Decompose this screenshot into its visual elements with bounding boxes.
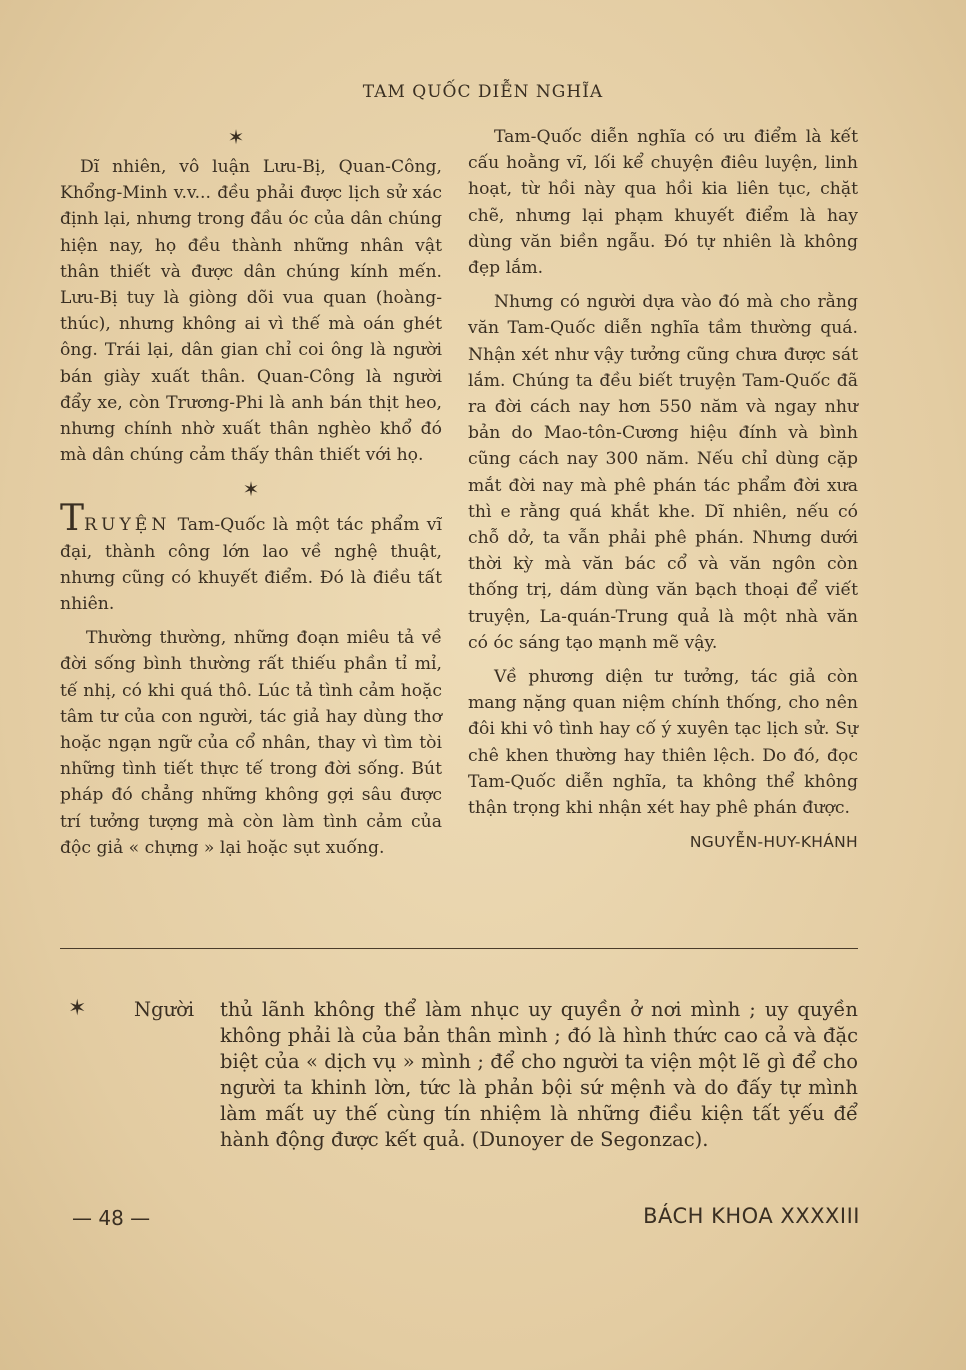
left-column [60, 124, 442, 869]
magazine-issue: BÁCH KHOA XXXXIII [643, 1204, 860, 1228]
section-divider [60, 948, 858, 949]
right-column [468, 124, 858, 855]
quote-lead: Người [134, 998, 195, 1021]
left-paragraph-3: Thường thường, những đoạn miêu tả về đời sống bình thường rất thiếu phần tỉ mỉ, tế nhị, có khi quá thô. Lúc tả tình cảm hoặc tâm tư của con người, tác giả hay dùng thơ hoặc ngạn ngữ của cổ nhân, thay vì tìm tòi những tình tiết thực tế trong đời sống. Bút pháp đó chẳng những không gợi sâu được trí tưởng tượng mà còn làm tình cảm của độc giả « chựng » lại hoặc sụt xuống. [60, 628, 442, 858]
quote-block [134, 997, 858, 1153]
section-star-icon: ✶ [242, 477, 260, 502]
drop-cap-word: RUYỆN [84, 515, 171, 536]
right-paragraph-2: Nhưng có người dựa vào đó mà cho rằng văn Tam-Quốc diễn nghĩa tầm thường quá. Nhận xét như vậy tưởng cũng chưa được sát lắm. Chúng ta đều biết truyện Tam-Quốc đã ra đời cách nay hơn 550 năm và ngay như bản do Mao-tôn-Cương hiệu đính và bình cũng cách nay 300 năm. Nếu chỉ dùng cặp mắt đời nay mà phê phán tác phẩm đời xưa thì e rằng quá khắt khe. Dĩ nhiên, nếu có chỗ dở, ta vẫn phải phê phán. Nhưng dưới thời kỳ mà văn bác cổ và văn ngôn còn thống trị, dám dùng văn bạch thoại để viết truyện, La-quán-Trung quả là một nhà văn có óc sáng tạo mạnh mẽ vậy. [468, 292, 858, 653]
running-head: TAM QUỐC DIỄN NGHĨA [362, 82, 604, 102]
section-star-icon: ✶ [227, 125, 245, 149]
quote-star-icon: ✶ [68, 996, 87, 1021]
drop-cap: T [60, 498, 85, 540]
page-number: — 48 — [72, 1206, 151, 1230]
author-signature: NGUYỄN-HUY-KHÁNH [689, 833, 858, 852]
right-paragraph-3: Về phương diện tư tưởng, tác giả còn mang nặng quan niệm chính thống, cho nên đôi khi vô tình hay cố ý xuyên tạc lịch sử. Sự chê khen thường hay thiên lệch. Do đó, đọc Tam-Quốc diễn nghĩa, ta không thể không thận trọng khi nhận xét hay phê phán được. [468, 667, 858, 819]
left-paragraph-1: Dĩ nhiên, vô luận Lưu-Bị, Quan-Công, Khổng-Minh v.v... đều phải được lịch sử xác định lại, nhưng trong đầu óc của dân chúng hiện nay, họ đều thành những nhân vật thân thiết và được dân chúng kính mến. Lưu-Bị tuy là giòng dõi vua quan (hoàng-thúc), nhưng không ai vì thế mà oán ghét ông. Trái lại, dân gian chỉ coi ông là người bán giày xuất thân. Quan-Công là người đẩy xe, còn Trương-Phi là anh bán thịt heo, nhưng chính nhờ xuất thân nghèo khổ đó mà dân chúng cảm thấy thân thiết với họ. [60, 157, 442, 466]
left-paragraph-2-text: Tam-Quốc là một tác phẩm vĩ đại, thành công lớn lao về nghệ thuật, nhưng cũng có khuyết điểm. Đó là điều tất nhiên. [60, 515, 442, 615]
right-paragraph-1: Tam-Quốc diễn nghĩa có ưu điểm là kết cấu hoằng vĩ, lối kể chuyện điêu luyện, linh hoạt, từ hồi này qua hồi kia liên tục, chặt chẽ, nhưng lại phạm khuyết điểm là hay dùng văn biền ngẫu. Đó tự nhiên là không đẹp lắm. [468, 127, 858, 279]
left-paragraph-2 [60, 498, 442, 617]
quote-text: thủ lãnh không thể làm nhục uy quyền ở nơi mình ; uy quyền không phải là của bản thân mình ; đó là hình thức cao cả và đặc biệt của « dịch vụ » mình ; để cho người ta viện một lẽ gì để cho người ta khinh lờn, tức là phản bội sứ mệnh và do đấy tự mình làm mất uy thế cùng tín nhiệm là những điều kiện tất yếu để hành động được kết quả. (Dunoyer de Segonzac). [220, 998, 858, 1151]
